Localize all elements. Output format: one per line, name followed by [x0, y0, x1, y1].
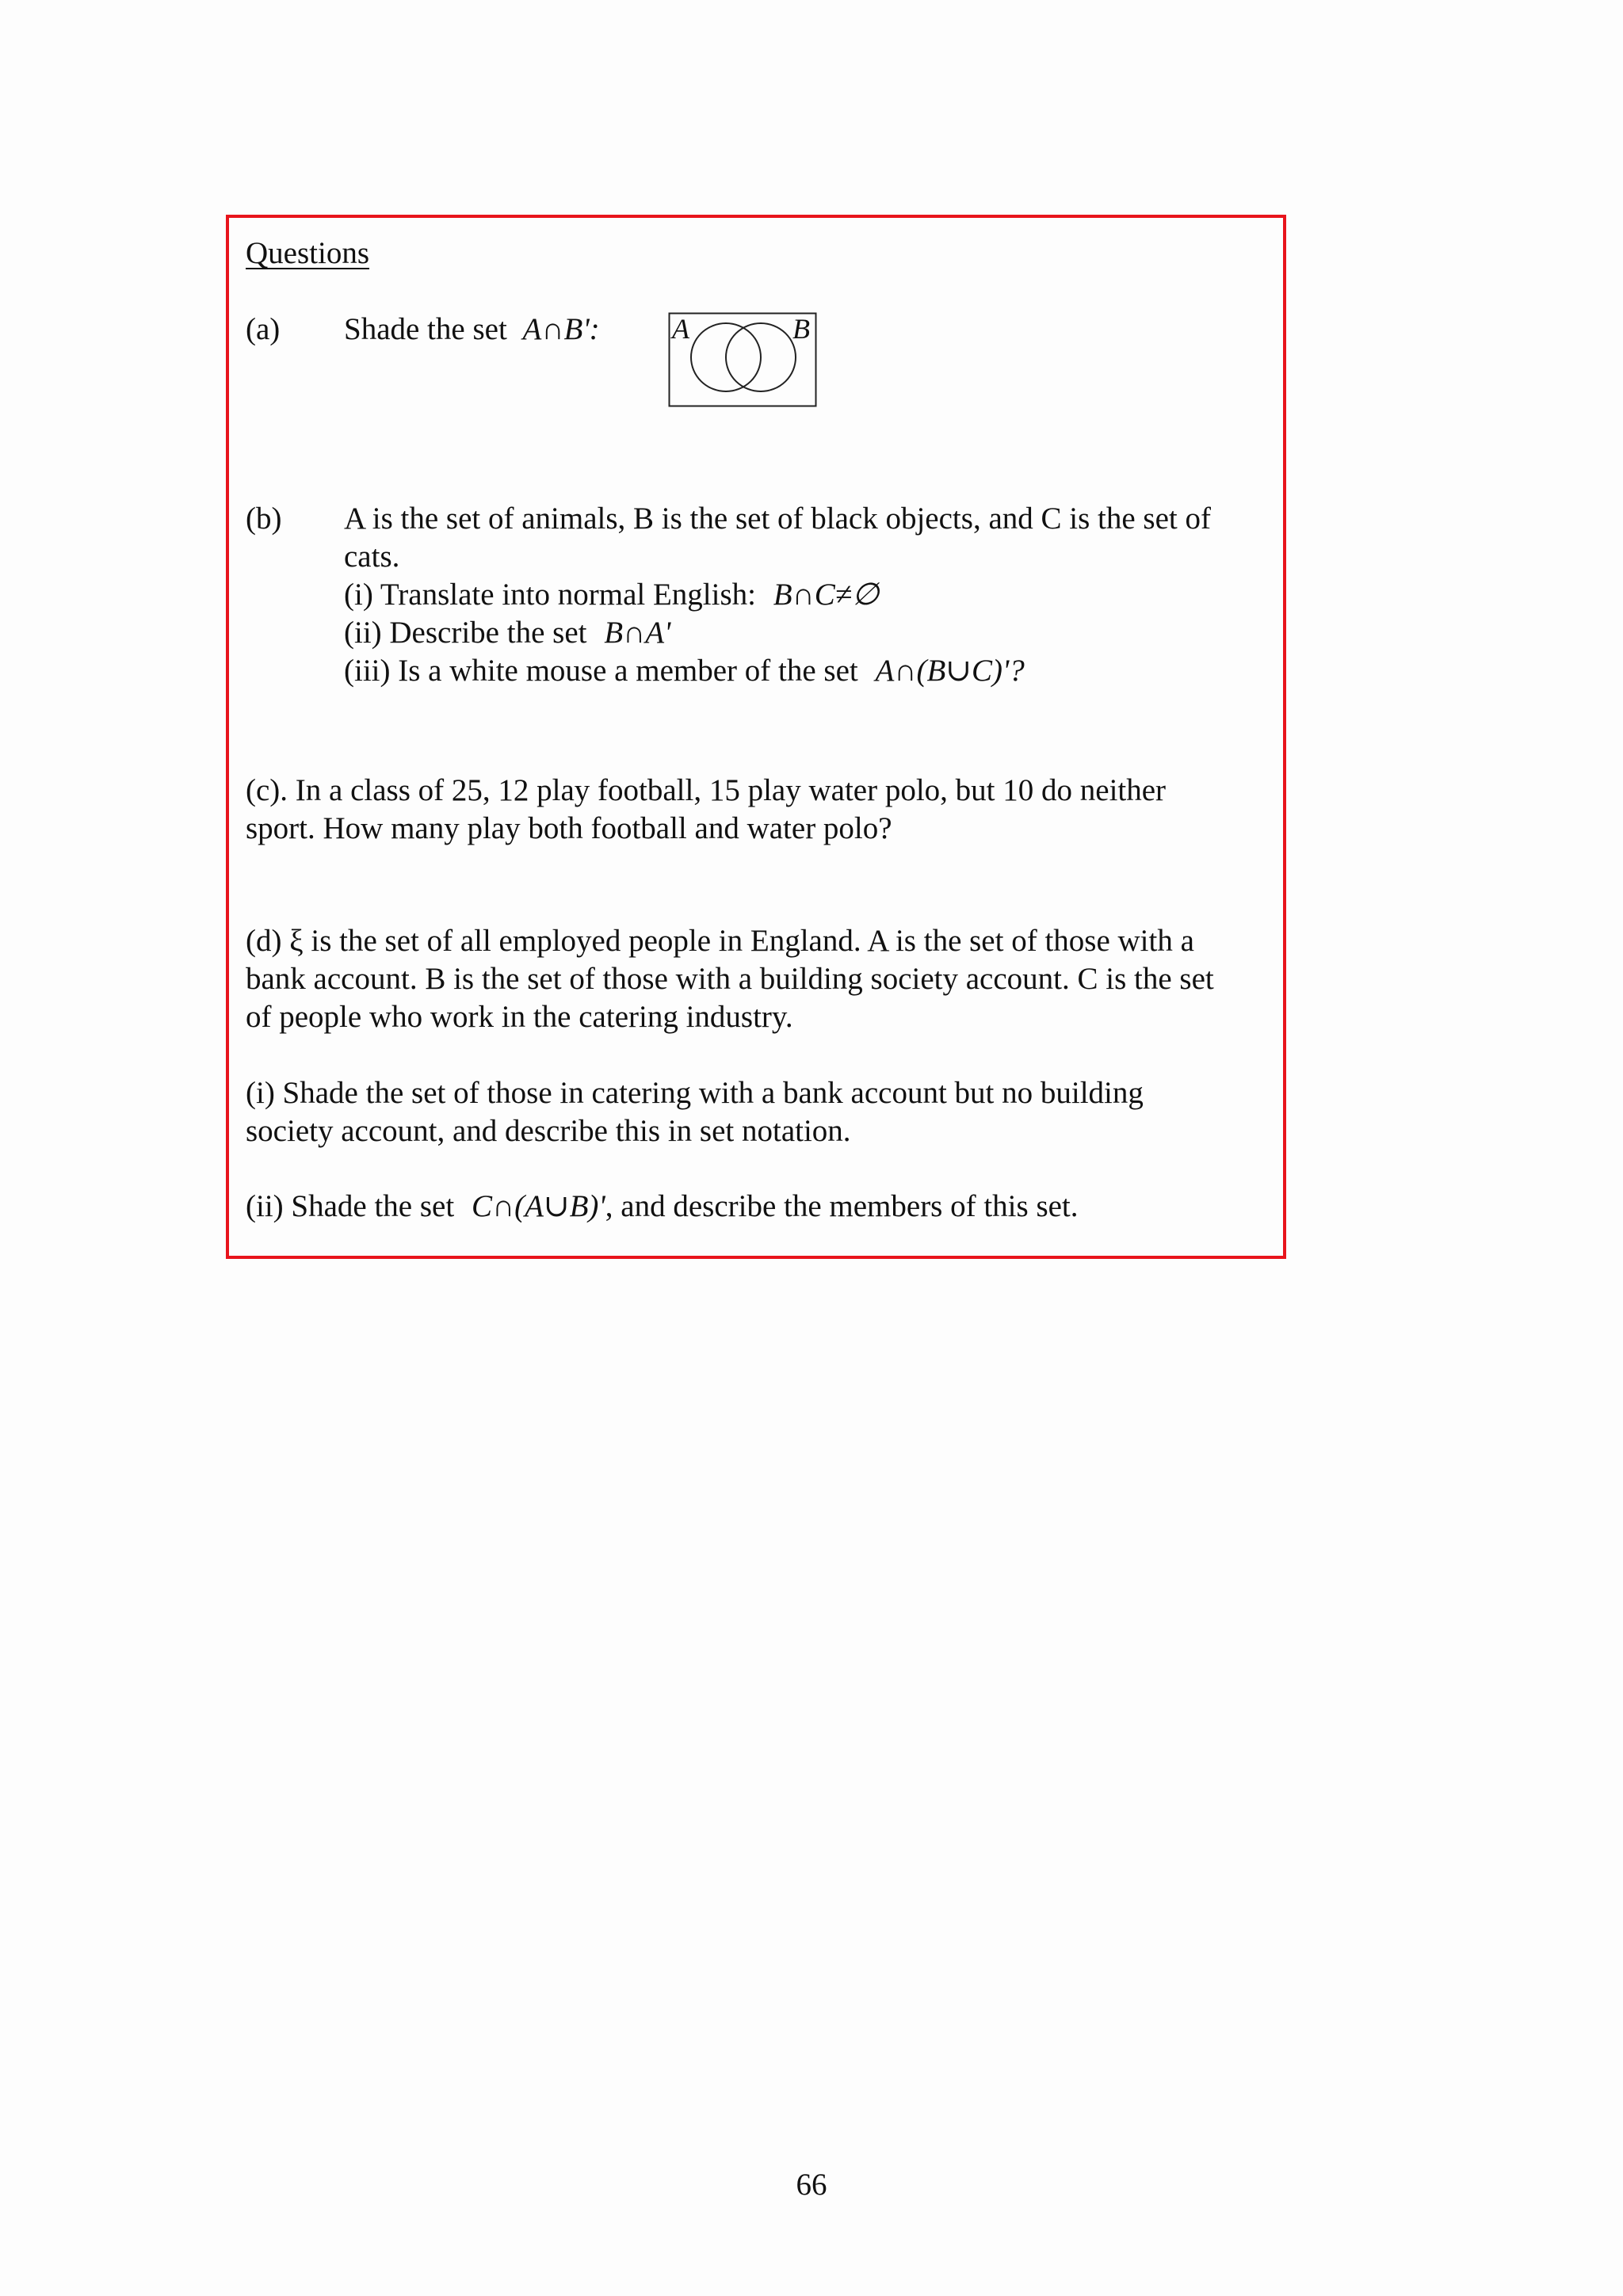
question-d-part-ii-text: (ii) Shade the set [246, 1189, 455, 1223]
question-d-part-ii-expression: C∩(A∪B)' [471, 1189, 605, 1223]
question-d-part-ii [246, 1188, 1079, 1226]
page-number: 66 [796, 2168, 827, 2202]
question-a-label: (a) [246, 312, 281, 346]
question-d-part-i-line2: society account, and describe this in set notation. [246, 1114, 851, 1148]
question-b-line2: cats. [344, 540, 400, 574]
question-d-line3: of people who work in the catering industry. [246, 1000, 793, 1034]
venn-diagram-a [668, 312, 817, 407]
question-a-expression: A∩B': [522, 312, 600, 346]
question-d-part-ii-rest: , and describe the members of this set. [605, 1189, 1079, 1223]
question-b-label: (b) [246, 502, 282, 536]
question-d-part-i-line1: (i) Shade the set of those in catering with a bank account but no building [246, 1076, 1144, 1110]
question-b-line1: A is the set of animals, B is the set of black objects, and C is the set of [344, 502, 1211, 536]
question-b-part-ii-expression: B∩A' [604, 616, 671, 650]
question-b-part-iii-expression: A∩(B∪C)'? [875, 654, 1025, 688]
question-b-part-iii-text: (iii) Is a white mouse a member of the set [344, 654, 858, 688]
question-c-line2: sport. How many play both football and water polo? [246, 811, 892, 845]
question-b-part-i [344, 576, 879, 614]
question-d-line1: (d) ξ is the set of all employed people in England. A is the set of those with a [246, 924, 1194, 958]
question-b-part-iii [344, 652, 1025, 690]
question-b-part-ii [344, 614, 670, 652]
question-a-instruction: Shade the set [344, 312, 507, 346]
question-b-part-i-text: (i) Translate into normal English: [344, 578, 756, 612]
question-a-text [344, 311, 600, 349]
question-b-part-i-expression: B∩C≠∅ [773, 578, 880, 612]
venn-label-b: B [792, 313, 810, 345]
venn-label-a: A [672, 313, 689, 345]
question-d-line2: bank account. B is the set of those with a building society account. C is the set [246, 962, 1214, 996]
questions-heading: Questions [246, 236, 369, 270]
question-c-line1: (c). In a class of 25, 12 play football, 15 play water polo, but 10 do neither [246, 773, 1167, 807]
question-b-part-ii-text: (ii) Describe the set [344, 616, 587, 650]
